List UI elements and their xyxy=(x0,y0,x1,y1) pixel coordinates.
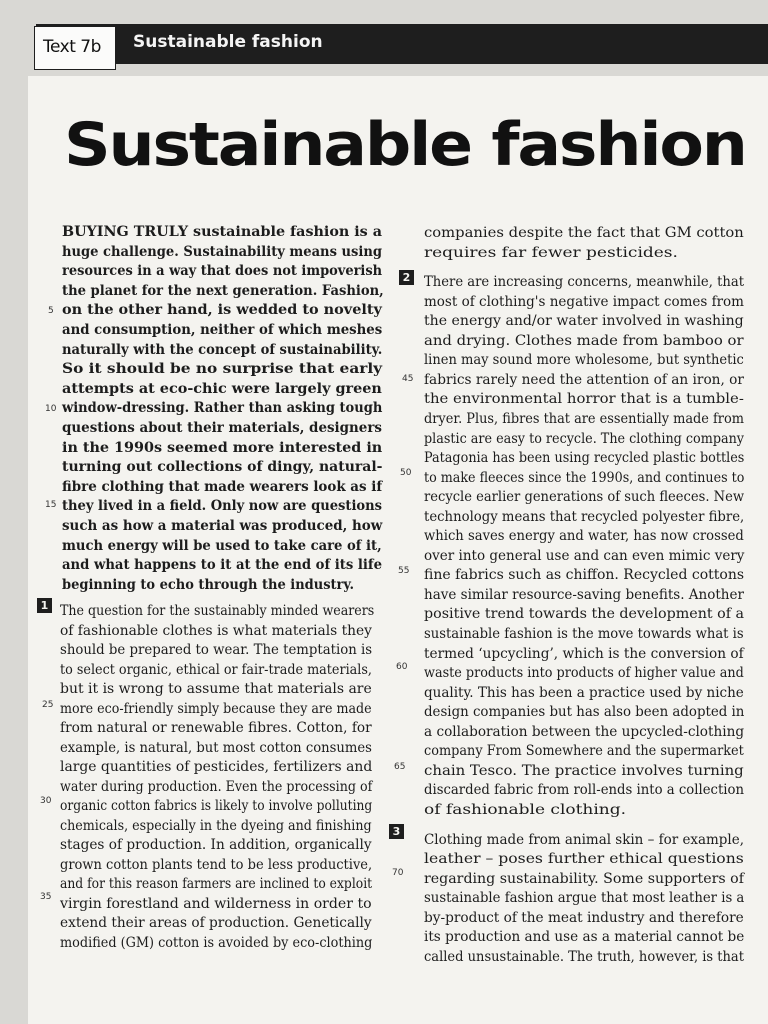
text-line: most of clothing's negative impact comes from xyxy=(424,293,744,310)
line-number: 50 xyxy=(400,468,412,478)
line-number: 30 xyxy=(40,796,52,806)
article-title: Sustainable fashion xyxy=(64,110,746,180)
text-line: discarded fabric from roll-ends into a collection xyxy=(424,782,744,799)
line-number: 35 xyxy=(40,892,52,902)
text-line: regarding sustainability. Some supporters of xyxy=(424,870,744,887)
text-line: and what happens to it at the end of its life xyxy=(62,556,382,574)
line-number: 15 xyxy=(45,500,57,510)
text-line: design companies but has also been adopted in xyxy=(424,704,745,721)
text-line: and drying. Clothes made from bamboo or xyxy=(424,332,744,349)
text-line: should be prepared to wear. The temptation is xyxy=(60,642,373,658)
text-line: fabrics rarely need the attention of an iron, or xyxy=(424,371,744,388)
text-line: So it should be no surprise that early xyxy=(62,360,383,378)
text-line: on the other hand, is wedded to novelty xyxy=(62,301,382,319)
text-line: by-product of the meat industry and therefore xyxy=(424,909,744,926)
text-line: questions about their materials, designers xyxy=(62,419,382,436)
text-line: fine fabrics such as chiffon. Recycled cottons xyxy=(424,567,745,584)
text-line: to select organic, ethical or fair-trade materials, xyxy=(60,661,372,678)
text-line: over into general use and can even mimic very xyxy=(424,547,745,564)
text-line: plastic are easy to recycle. The clothing company xyxy=(424,430,745,447)
text-line: stages of production. In addition, organically xyxy=(60,837,372,853)
line-number: 5 xyxy=(48,306,54,316)
text-line: attempts at eco-chic were largely green xyxy=(62,379,382,397)
text-line: requires far fewer pesticides. xyxy=(424,244,678,261)
text-line: leather – poses further ethical questions xyxy=(424,851,744,868)
text-line: extend their areas of production. Genetically xyxy=(60,915,372,931)
text-line: example, is natural, but most cotton consumes xyxy=(60,739,372,756)
text-line: BUYING TRULY sustainable fashion is a xyxy=(62,223,382,240)
line-number: 55 xyxy=(398,566,410,576)
text-line: huge challenge. Sustainability means using xyxy=(62,242,382,260)
line-number: 70 xyxy=(392,868,404,878)
text-line: such as how a material was produced, how xyxy=(62,517,383,534)
text-line: linen may sound more wholesome, but synthetic xyxy=(424,352,744,369)
section-title: Sustainable fashion xyxy=(133,32,323,52)
text-line: which saves energy and water, has now crossed xyxy=(424,528,744,545)
text-line: Clothing made from animal skin – for example, xyxy=(424,831,744,848)
text-line: water during production. Even the processing of xyxy=(60,778,373,795)
text-line: called unsustainable. The truth, however, is that xyxy=(424,948,744,965)
text-line: Patagonia has been using recycled plastic bottles xyxy=(424,450,745,467)
paragraph-marker: 2 xyxy=(399,270,414,285)
text-line: the planet for the next generation. Fashion, xyxy=(62,281,384,299)
text-line: fibre clothing that made wearers look as if xyxy=(62,477,383,495)
text-line: of fashionable clothes is what materials they xyxy=(60,622,372,639)
text-line: a collaboration between the upcycled-clothing xyxy=(424,723,745,740)
line-number: 25 xyxy=(42,700,54,710)
text-line: termed ‘upcycling’, which is the conversion of xyxy=(424,645,744,662)
text-line: in the 1990s seemed more interested in xyxy=(62,438,383,456)
text-line: There are increasing concerns, meanwhile, that xyxy=(424,274,744,291)
text-line: sustainable fashion is the move towards what is xyxy=(424,626,744,642)
text-line: organic cotton fabrics is likely to involve polluting xyxy=(60,798,373,814)
text-line: quality. This has been a practice used by niche xyxy=(424,684,744,701)
text-line: the energy and/or water involved in washing xyxy=(424,313,744,330)
text-line: the environmental horror that is a tumble- xyxy=(424,391,744,408)
text-line: its production and use as a material cannot be xyxy=(424,929,745,946)
text-line: turning out collections of dingy, natural- xyxy=(62,458,383,476)
paragraph-marker: 1 xyxy=(37,598,52,613)
text-line: have similar resource-saving benefits. Another xyxy=(424,586,744,603)
text-line: of fashionable clothing. xyxy=(424,801,627,818)
text-line: virgin forestland and wilderness in order to xyxy=(60,895,372,912)
text-line: large quantities of pesticides, fertilizers and xyxy=(60,759,373,775)
text-line: grown cotton plants tend to be less productive, xyxy=(60,856,373,873)
text-line: companies despite the fact that GM cotton xyxy=(424,225,744,241)
text-line: more eco-friendly simply because they are made xyxy=(60,700,372,717)
text-line: company From Somewhere and the supermarket xyxy=(424,743,744,760)
text-line: to make fleeces since the 1990s, and continues to xyxy=(424,469,745,486)
text-line: window-dressing. Rather than asking tough xyxy=(62,399,383,417)
text-line: recycle earlier generations of such fleeces. New xyxy=(424,489,745,506)
text-line: chemicals, especially in the dyeing and finishing xyxy=(60,817,372,834)
text-line: The question for the sustainably minded wearers xyxy=(60,603,375,619)
text-line: modified (GM) cotton is avoided by eco-clothing xyxy=(60,934,373,951)
text-line: naturally with the concept of sustainability. xyxy=(62,340,383,358)
text-line: but it is wrong to assume that materials are xyxy=(60,681,372,697)
text-line: waste products into products of higher value and xyxy=(424,665,744,682)
paragraph-marker: 3 xyxy=(389,824,404,839)
text-line: they lived in a field. Only now are questions xyxy=(62,497,383,515)
text-line: from natural or renewable fibres. Cotton, for xyxy=(60,720,372,736)
text-line: technology means that recycled polyester fibre, xyxy=(424,508,745,525)
section-label: Text 7b xyxy=(34,26,116,70)
line-number: 60 xyxy=(396,662,408,672)
line-number: 10 xyxy=(45,404,57,414)
text-line: much energy will be used to take care of it, xyxy=(62,536,382,554)
text-line: resources in a way that does not impoverish xyxy=(62,262,383,280)
text-line: and consumption, neither of which meshes xyxy=(62,321,383,338)
text-line: chain Tesco. The practice involves turning xyxy=(424,762,744,779)
text-line: beginning to echo through the industry. xyxy=(62,575,354,593)
text-line: sustainable fashion argue that most leather is a xyxy=(424,890,745,907)
line-number: 65 xyxy=(394,762,406,772)
line-number: 45 xyxy=(402,374,414,384)
text-line: dryer. Plus, fibres that are essentially made from xyxy=(424,410,744,427)
text-line: positive trend towards the development of a xyxy=(424,606,745,623)
text-line: and for this reason farmers are inclined to exploit xyxy=(60,876,373,892)
